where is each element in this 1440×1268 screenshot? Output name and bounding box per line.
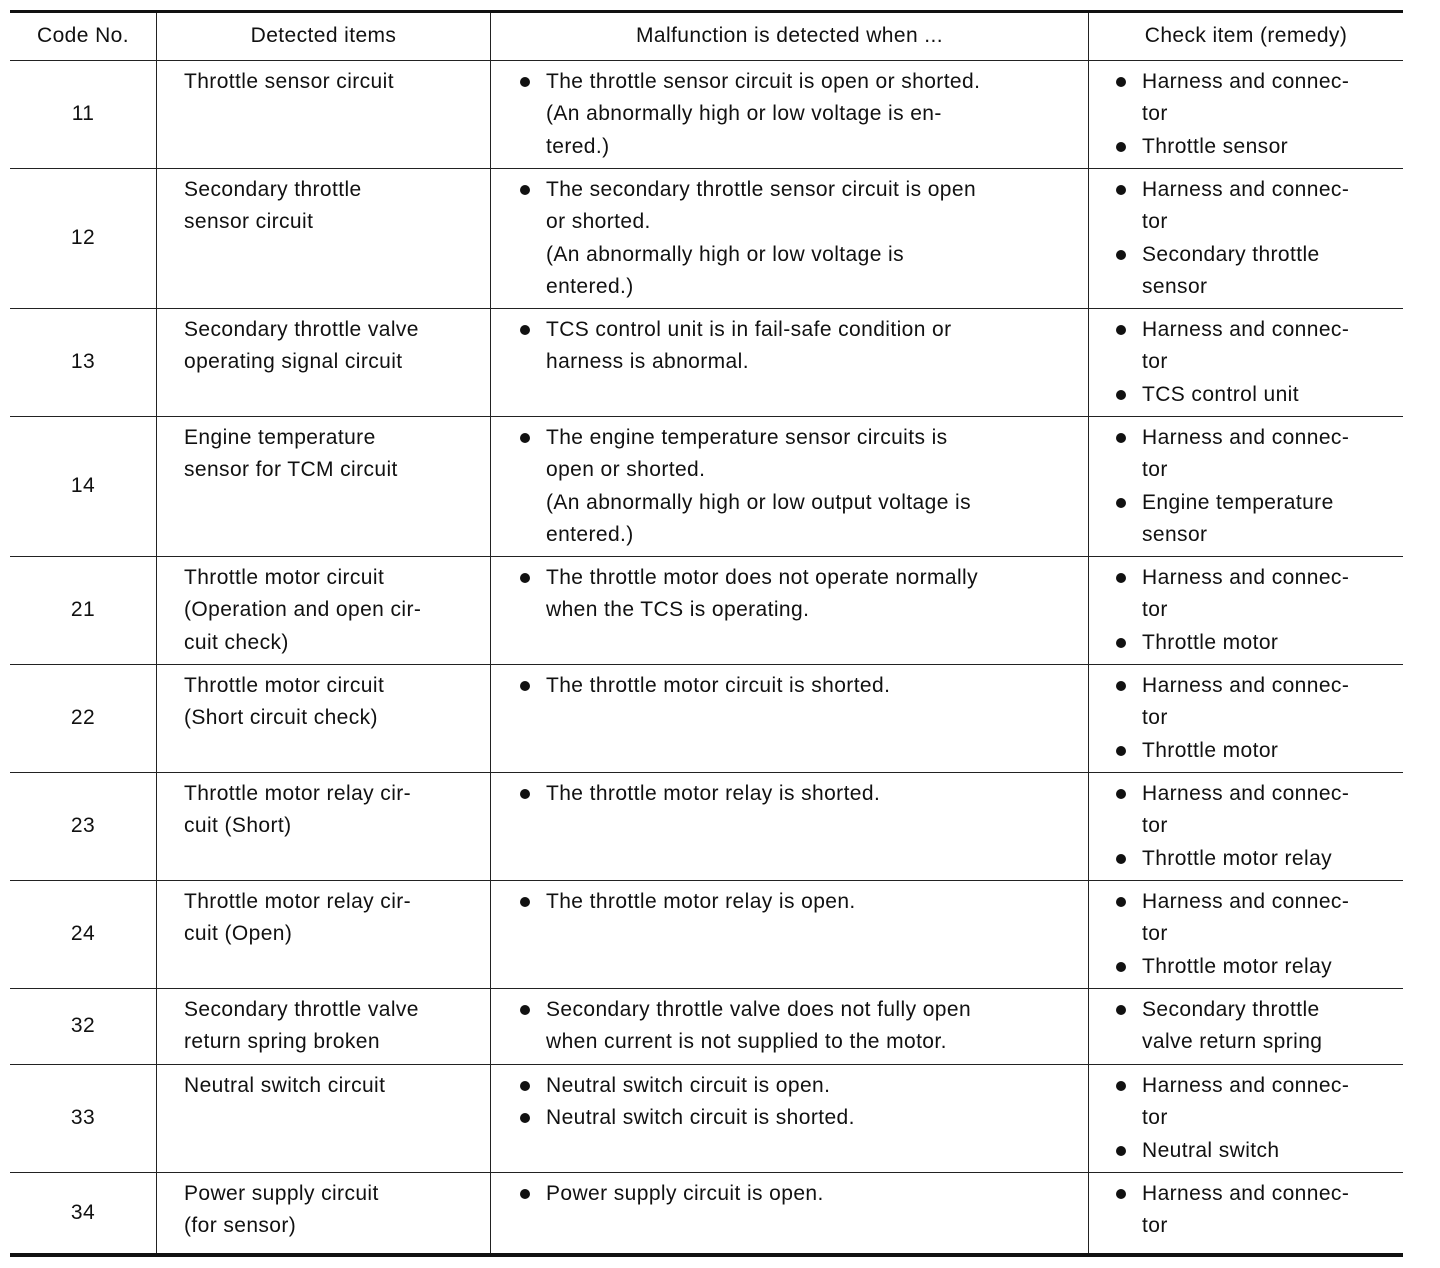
detected-item-line: operating signal circuit: [184, 350, 403, 374]
code-number: 34: [70, 1200, 96, 1224]
check-item-line: tor: [1142, 706, 1168, 730]
detected-item-line: (Operation and open cir-: [184, 598, 422, 622]
check-item-line: Harness and connec-: [1142, 674, 1350, 697]
check-item: [1088, 773, 1403, 880]
table-row: [10, 989, 1403, 1065]
malfunction-line: Secondary throttle valve does not fully open: [546, 998, 972, 1021]
table-row: [10, 417, 1403, 557]
malfunction-line: The throttle motor circuit is shorted.: [546, 674, 891, 697]
detected-item-line: cuit (Open): [184, 922, 293, 946]
check-item-bullet: [1116, 627, 1397, 659]
check-item-bullet: [1116, 131, 1397, 163]
malfunction-bullet: [520, 1178, 1078, 1210]
detected-item-line: Power supply circuit: [184, 1182, 379, 1205]
code-number: 13: [70, 350, 96, 374]
table-body: [10, 61, 1403, 1253]
detected-item-line: cuit check): [184, 630, 289, 654]
check-item-line: Harness and connec-: [1142, 70, 1350, 93]
malfunction-bullet: [520, 562, 1078, 627]
detected-item-line: cuit (Short): [184, 814, 292, 838]
detected-item-line: Secondary throttle: [184, 178, 362, 201]
detected-item: [156, 989, 490, 1064]
detected-item-line: sensor for TCM circuit: [184, 458, 398, 482]
header-malfunction: Malfunction is detected when ...: [490, 13, 1088, 60]
malfunction-bullet: [520, 886, 1078, 918]
code-number: 12: [70, 226, 96, 250]
malfunction-line: The throttle motor does not operate normally: [546, 566, 978, 589]
malfunction-bullet: [520, 1102, 1078, 1134]
header-row: [10, 13, 1403, 61]
code-number: 32: [70, 1014, 96, 1038]
check-item: [1088, 1173, 1403, 1253]
detected-item: [156, 61, 490, 168]
check-item-line: tor: [1142, 102, 1168, 126]
check-item-line: Harness and connec-: [1142, 426, 1350, 449]
table-row: [10, 557, 1403, 665]
code-number: 14: [70, 474, 96, 498]
check-item-line: Throttle motor: [1142, 630, 1279, 654]
malfunction-bullet: [520, 778, 1078, 810]
table-row: [10, 1173, 1403, 1253]
malfunction-line: when current is not supplied to the motor.: [546, 1030, 947, 1054]
malfunction-line: tered.): [546, 134, 610, 158]
code-number: 33: [70, 1106, 96, 1130]
malfunction-condition: [490, 309, 1088, 416]
detected-item-line: Throttle motor circuit: [184, 674, 385, 697]
detected-item-line: Throttle motor circuit: [184, 566, 385, 589]
check-item-line: tor: [1142, 458, 1168, 482]
table-row: [10, 309, 1403, 417]
header-detected-items: Detected items: [156, 13, 490, 60]
detected-item: [156, 557, 490, 664]
malfunction-condition: [490, 665, 1088, 772]
malfunction-condition: [490, 881, 1088, 988]
check-item-bullet: [1116, 951, 1397, 983]
check-item-bullet: [1116, 562, 1397, 627]
check-item: [1088, 169, 1403, 308]
malfunction-condition: [490, 989, 1088, 1064]
malfunction-condition: [490, 1065, 1088, 1172]
table-row: [10, 881, 1403, 989]
detected-item-line: Secondary throttle valve: [184, 998, 419, 1021]
check-item-bullet: [1116, 778, 1397, 843]
code-number: 21: [70, 598, 96, 622]
check-item-line: Throttle motor relay: [1142, 846, 1333, 870]
malfunction-line: The engine temperature sensor circuits is: [546, 426, 948, 449]
detected-item: [156, 773, 490, 880]
malfunction-line: (An abnormally high or low voltage is: [546, 242, 904, 266]
check-item-line: tor: [1142, 922, 1168, 946]
check-item: [1088, 61, 1403, 168]
check-item-bullet: [1116, 1135, 1397, 1167]
malfunction-bullet: [520, 1070, 1078, 1102]
detected-item: [156, 665, 490, 772]
detected-item-line: Throttle sensor circuit: [184, 70, 394, 93]
diagnostic-code-table: [10, 10, 1403, 1257]
malfunction-condition: [490, 557, 1088, 664]
check-item-line: tor: [1142, 1106, 1168, 1130]
check-item-bullet: [1116, 239, 1397, 304]
check-item: [1088, 665, 1403, 772]
check-item-bullet: [1116, 735, 1397, 767]
malfunction-bullet: [520, 314, 1078, 379]
header-code-no: Code No.: [37, 24, 129, 48]
malfunction-line: The throttle motor relay is open.: [546, 890, 856, 913]
detected-item-line: Secondary throttle valve: [184, 318, 419, 341]
table-row: [10, 665, 1403, 773]
detected-item: [156, 309, 490, 416]
check-item-line: Neutral switch: [1142, 1138, 1280, 1162]
check-item-line: Harness and connec-: [1142, 1182, 1350, 1205]
detected-item: [156, 1065, 490, 1172]
detected-item-line: Neutral switch circuit: [184, 1074, 386, 1097]
check-item-line: sensor: [1142, 275, 1208, 299]
malfunction-line: (An abnormally high or low voltage is en-: [546, 102, 942, 126]
malfunction-line: The throttle motor relay is shorted.: [546, 782, 881, 805]
check-item: [1088, 1065, 1403, 1172]
check-item-line: Throttle sensor: [1142, 134, 1289, 158]
malfunction-line: (An abnormally high or low output voltage is: [546, 490, 971, 514]
check-item-line: Harness and connec-: [1142, 782, 1350, 805]
check-item-bullet: [1116, 1178, 1397, 1243]
malfunction-line: Power supply circuit is open.: [546, 1182, 824, 1205]
check-item-line: Harness and connec-: [1142, 566, 1350, 589]
check-item-line: tor: [1142, 814, 1168, 838]
check-item-bullet: [1116, 487, 1397, 552]
header-check-item: Check item (remedy): [1088, 13, 1403, 60]
detected-item-line: (Short circuit check): [184, 706, 378, 730]
code-number: 11: [71, 102, 95, 126]
malfunction-condition: [490, 417, 1088, 556]
code-number: 23: [70, 814, 96, 838]
check-item-line: valve return spring: [1142, 1030, 1323, 1054]
malfunction-bullet: [520, 422, 1078, 552]
check-item-bullet: [1116, 843, 1397, 875]
check-item: [1088, 557, 1403, 664]
malfunction-line: The secondary throttle sensor circuit is open: [546, 178, 977, 201]
code-number: 24: [70, 922, 96, 946]
table-row: [10, 773, 1403, 881]
malfunction-line: Neutral switch circuit is open.: [546, 1074, 831, 1097]
detected-item: [156, 417, 490, 556]
malfunction-bullet: [520, 670, 1078, 702]
malfunction-bullet: [520, 66, 1078, 163]
check-item-bullet: [1116, 174, 1397, 239]
table-row: [10, 169, 1403, 309]
check-item-bullet: [1116, 422, 1397, 487]
malfunction-bullet: [520, 174, 1078, 304]
check-item-line: Secondary throttle: [1142, 242, 1320, 266]
malfunction-condition: [490, 61, 1088, 168]
check-item-line: Harness and connec-: [1142, 890, 1350, 913]
check-item-line: tor: [1142, 1214, 1168, 1238]
malfunction-line: entered.): [546, 523, 634, 547]
check-item-bullet: [1116, 1070, 1397, 1135]
malfunction-line: or shorted.: [546, 210, 651, 234]
table-row: [10, 1065, 1403, 1173]
check-item-line: TCS control unit: [1142, 382, 1299, 406]
check-item-bullet: [1116, 886, 1397, 951]
malfunction-line: when the TCS is operating.: [546, 598, 810, 622]
check-item-bullet: [1116, 66, 1397, 131]
table-row: [10, 61, 1403, 169]
malfunction-condition: [490, 773, 1088, 880]
check-item-bullet: [1116, 994, 1397, 1059]
detected-item: [156, 169, 490, 308]
malfunction-line: harness is abnormal.: [546, 350, 749, 374]
check-item: [1088, 989, 1403, 1064]
check-item-bullet: [1116, 314, 1397, 379]
check-item-line: tor: [1142, 210, 1168, 234]
malfunction-condition: [490, 169, 1088, 308]
check-item-line: tor: [1142, 598, 1168, 622]
detected-item: [156, 881, 490, 988]
check-item-line: Harness and connec-: [1142, 318, 1350, 341]
malfunction-line: entered.): [546, 275, 634, 299]
code-number: 22: [70, 706, 96, 730]
malfunction-line: The throttle sensor circuit is open or shorted.: [546, 70, 981, 93]
check-item-line: tor: [1142, 350, 1168, 374]
check-item-line: Throttle motor: [1142, 738, 1279, 762]
check-item-line: Throttle motor relay: [1142, 954, 1333, 978]
check-item-line: sensor: [1142, 523, 1208, 547]
check-item-bullet: [1116, 379, 1397, 411]
malfunction-line: open or shorted.: [546, 458, 706, 482]
detected-item-line: (for sensor): [184, 1214, 297, 1238]
detected-item-line: Engine temperature: [184, 426, 376, 449]
check-item: [1088, 309, 1403, 416]
detected-item: [156, 1173, 490, 1253]
check-item: [1088, 417, 1403, 556]
check-item-line: Harness and connec-: [1142, 178, 1350, 201]
detected-item-line: return spring broken: [184, 1030, 380, 1054]
check-item-bullet: [1116, 670, 1397, 735]
check-item-line: Engine temperature: [1142, 490, 1334, 514]
detected-item-line: Throttle motor relay cir-: [184, 890, 412, 913]
malfunction-condition: [490, 1173, 1088, 1253]
detected-item-line: sensor circuit: [184, 210, 314, 234]
malfunction-bullet: [520, 994, 1078, 1059]
check-item-line: Secondary throttle: [1142, 998, 1320, 1021]
malfunction-line: TCS control unit is in fail-safe condition or: [546, 318, 952, 341]
malfunction-line: Neutral switch circuit is shorted.: [546, 1106, 855, 1130]
check-item-line: Harness and connec-: [1142, 1074, 1350, 1097]
check-item: [1088, 881, 1403, 988]
detected-item-line: Throttle motor relay cir-: [184, 782, 412, 805]
